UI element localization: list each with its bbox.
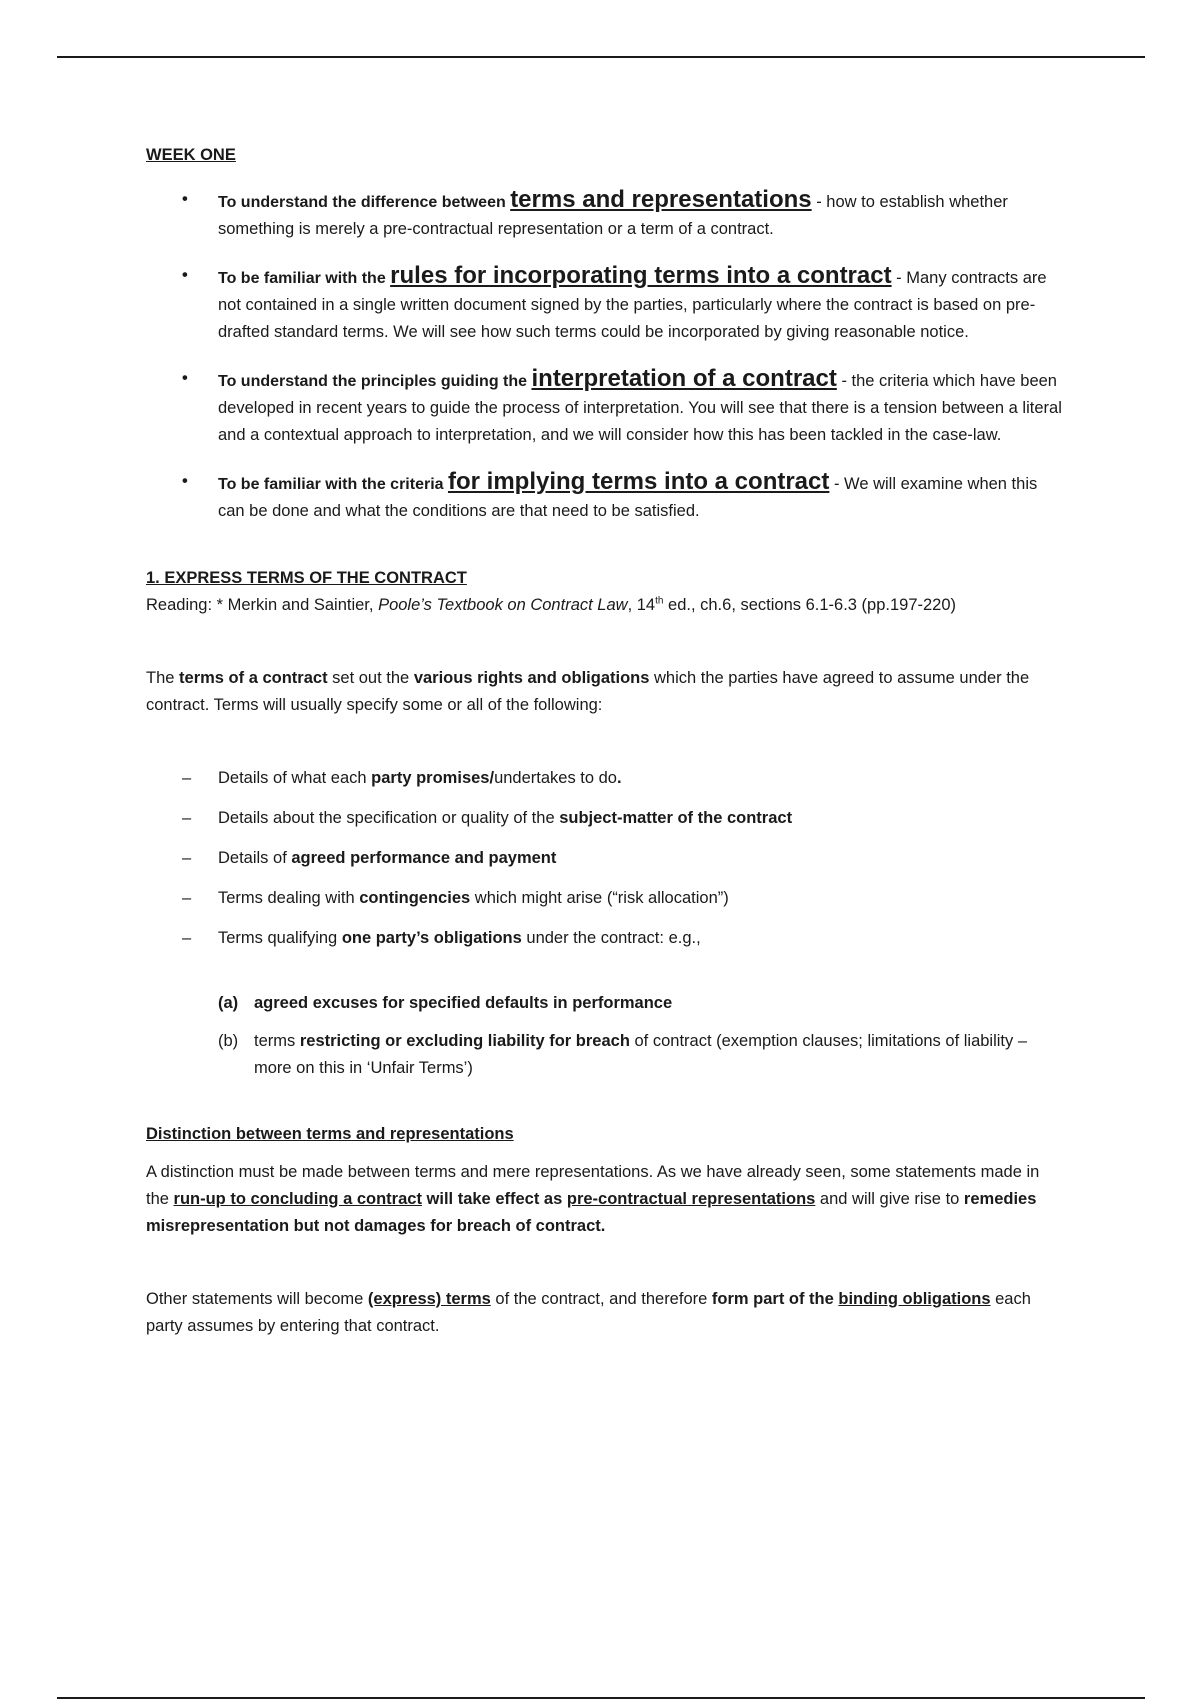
reading-prefix: Reading: * Merkin and Saintier,	[146, 596, 379, 614]
bold-run: party promises/	[371, 769, 495, 787]
text-run: of the contract, and therefore	[490, 1290, 712, 1308]
objective-lead: To understand the principles guiding the	[218, 373, 532, 390]
objective-description: - We will examine when this can be done and what the conditions are that need to be satisfied.	[218, 475, 1038, 520]
text-run: Details about the specification or quality of the	[218, 809, 560, 827]
text-run: Terms qualifying	[218, 929, 342, 947]
top-rule	[57, 56, 1145, 58]
dash-icon: –	[182, 809, 192, 827]
objective-topic: rules for incorporating terms into a contract	[390, 262, 892, 289]
terms-content-list	[146, 765, 1066, 952]
text-run: undertakes to do	[494, 769, 617, 787]
text-run: which the parties have agreed to assume under the contract. Terms will usually specify some or all of the following:	[146, 669, 1030, 714]
bold-underline-run: binding obligations	[838, 1290, 991, 1308]
bold-run: .	[616, 769, 622, 787]
text-run: A distinction must be made between terms and mere representations. As we have already seen, some statements made in the	[146, 1163, 1040, 1208]
objective-item	[146, 468, 1066, 525]
list-item	[146, 1028, 1066, 1082]
list-item	[146, 990, 1066, 1017]
dash-icon: –	[182, 929, 192, 947]
text-run: which might arise (“risk allocation”)	[470, 889, 729, 907]
distinction-paragraph	[146, 1159, 1066, 1240]
reading-book-title: Poole’s Textbook on Contract Law	[378, 596, 628, 614]
reading-pages: ed., ch.6, sections 6.1-6.3 (pp.197-220)	[663, 596, 957, 614]
list-item	[146, 845, 1066, 872]
objective-description: - Many contracts are not contained in a single written document signed by the parties, particularly where the contract is based on pre-drafted standard terms. We will see how such terms could be incorporated by giving reasonable notice.	[218, 269, 1047, 341]
objective-item	[146, 186, 1066, 243]
objective-topic: terms and representations	[510, 186, 812, 213]
distinction-heading: Distinction between terms and representations	[146, 1125, 514, 1143]
objective-description: - how to establish whether something is merely a pre-contractual representation or a term of a contract.	[218, 193, 1008, 238]
list-item	[146, 765, 1066, 792]
bullet-icon: •	[182, 190, 188, 208]
text-run: each party assumes by entering that contract.	[146, 1290, 1031, 1335]
text-run: set out the	[327, 669, 414, 687]
other-statements-paragraph	[146, 1286, 1066, 1340]
objective-description: - the criteria which have been developed in recent years to guide the process of interpretation. You will see that there is a tension between a literal and a contextual approach to interpretation, and we will consider how this has been tackled in the case-law.	[218, 372, 1062, 444]
dash-icon: –	[182, 769, 192, 787]
bold-run: various rights and obligations	[413, 669, 650, 687]
terms-paragraph	[146, 665, 1066, 719]
text-run: under the contract: e.g.,	[521, 929, 701, 947]
objectives-list	[146, 186, 1066, 525]
objective-item	[146, 262, 1066, 346]
reading-edition-suffix: th	[655, 595, 664, 607]
list-item	[146, 885, 1066, 912]
text-run: Details of	[218, 849, 292, 867]
bold-run: will take effect as	[421, 1190, 567, 1208]
document-body	[146, 142, 1066, 1340]
dash-icon: –	[182, 849, 192, 867]
bold-run: one party’s obligations	[341, 929, 522, 947]
reading-reference	[146, 592, 1066, 619]
text-run: Terms dealing with	[218, 889, 360, 907]
list-item	[146, 805, 1066, 832]
reading-edition: , 14	[627, 596, 656, 614]
item-label: (b)	[218, 1032, 239, 1050]
item-label: (a)	[218, 994, 239, 1012]
text-run: of contract (exemption clauses; limitations of liability – more on this in ‘Unfair Terms’)	[254, 1032, 1028, 1077]
bold-run: agreed performance and payment	[291, 849, 557, 867]
bold-run: subject-matter of the contract	[559, 809, 793, 827]
objective-lead: To understand the difference between	[218, 194, 511, 211]
bold-run: contingencies	[359, 889, 471, 907]
qualifying-terms-list	[146, 990, 1066, 1082]
bold-run: terms of a contract	[179, 669, 328, 687]
bold-underline-run: pre-contractual representations	[566, 1190, 816, 1208]
objective-topic: interpretation of a contract	[531, 365, 837, 392]
bullet-icon: •	[182, 472, 188, 490]
bold-run: restricting or excluding liability for breach	[299, 1032, 630, 1050]
bold-underline-run: (express) terms	[367, 1290, 491, 1308]
objective-lead: To be familiar with the criteria	[218, 476, 448, 493]
objective-item	[146, 365, 1066, 449]
bottom-rule	[57, 1697, 1145, 1699]
dash-icon: –	[182, 889, 192, 907]
text-run: terms	[254, 1032, 300, 1050]
objective-lead: To be familiar with the	[218, 270, 391, 287]
text-run: Details of what each	[218, 769, 372, 787]
bold-run: agreed excuses for specified defaults in performance	[254, 994, 673, 1012]
list-item	[146, 925, 1066, 952]
text-run: and will give rise to	[815, 1190, 964, 1208]
bold-run: remedies misrepresentation but not damages for breach of contract.	[146, 1190, 1037, 1235]
bullet-icon: •	[182, 266, 188, 284]
objective-topic: for implying terms into a contract	[447, 468, 830, 495]
bullet-icon: •	[182, 369, 188, 387]
section-heading: 1. EXPRESS TERMS OF THE CONTRACT	[146, 569, 467, 587]
bold-run: form part of the	[711, 1290, 839, 1308]
week-heading: WEEK ONE	[146, 146, 236, 164]
bold-underline-run: run-up to concluding a contract	[173, 1190, 422, 1208]
text-run: The	[146, 669, 180, 687]
text-run: Other statements will become	[146, 1290, 368, 1308]
